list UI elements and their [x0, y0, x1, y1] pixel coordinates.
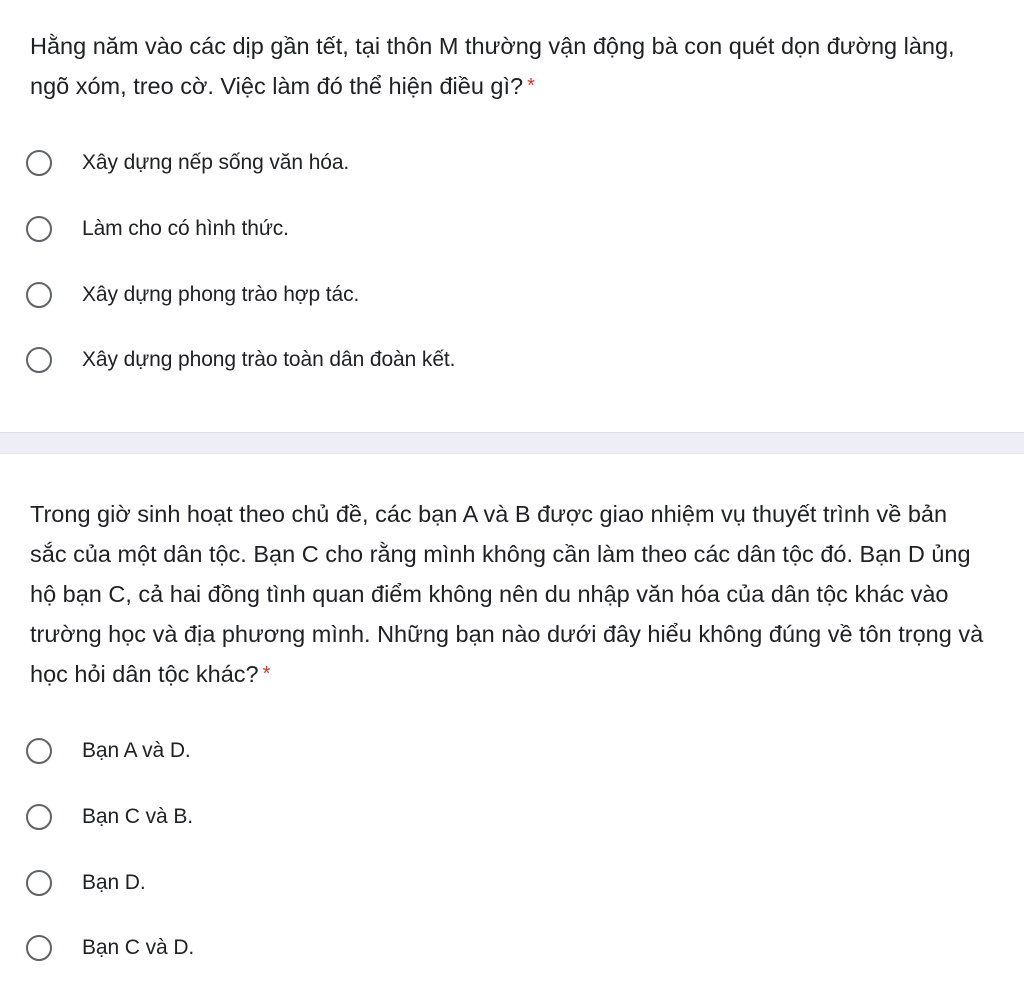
radio-button[interactable]: [26, 216, 52, 242]
radio-option-1-4[interactable]: [26, 340, 455, 380]
option-label: Xây dựng nếp sống văn hóa.: [82, 151, 350, 174]
question-2-title: [30, 494, 990, 694]
radio-option-1-3[interactable]: [26, 275, 359, 315]
required-asterisk: *: [262, 663, 271, 685]
radio-button[interactable]: [26, 804, 52, 830]
option-label: Xây dựng phong trào hợp tác.: [82, 283, 360, 306]
question-1-title: [30, 26, 990, 106]
radio-button[interactable]: [26, 347, 52, 373]
radio-button[interactable]: [26, 282, 52, 308]
option-label: Bạn C và B.: [82, 805, 193, 828]
radio-option-2-3[interactable]: [26, 863, 146, 903]
radio-option-2-2[interactable]: [26, 797, 193, 837]
option-label: Làm cho có hình thức.: [82, 217, 289, 240]
question-card-1: [0, 0, 1024, 432]
radio-button[interactable]: [26, 738, 52, 764]
question-1-text: Hằng năm vào các dịp gần tết, tại thôn M thường vận động bà con quét dọn đường làng, ngõ xóm, treo cờ. Việc làm đó thể hiện điều gì?: [30, 33, 955, 99]
required-asterisk: *: [527, 75, 535, 97]
option-label: Bạn A và D.: [82, 739, 191, 762]
question-2-text: Trong giờ sinh hoạt theo chủ đề, các bạn A và B được giao nhiệm vụ thuyết trình về bản sắc của một dân tộc. Bạn C cho rằng mình không cần làm theo các dân tộc đó. Bạn D ủng hộ bạn C, cả hai đồng tình quan điểm không nên du nhập văn hóa của dân tộc khác vào trường học và địa phương mình. Những bạn nào dưới đây hiểu không đúng về tôn trọng và học hỏi dân tộc khác?: [30, 501, 984, 687]
section-divider: [0, 432, 1024, 454]
radio-button[interactable]: [26, 150, 52, 176]
radio-option-2-4[interactable]: [26, 928, 194, 968]
radio-button[interactable]: [26, 870, 52, 896]
radio-button[interactable]: [26, 935, 52, 961]
option-label: Bạn C và D.: [82, 936, 195, 959]
radio-option-2-1[interactable]: [26, 731, 191, 771]
radio-option-1-1[interactable]: [26, 143, 349, 183]
option-label: Bạn D.: [82, 871, 146, 894]
option-label: Xây dựng phong trào toàn dân đoàn kết.: [82, 348, 456, 371]
question-card-2: [0, 454, 1024, 1002]
radio-option-1-2[interactable]: [26, 209, 289, 249]
